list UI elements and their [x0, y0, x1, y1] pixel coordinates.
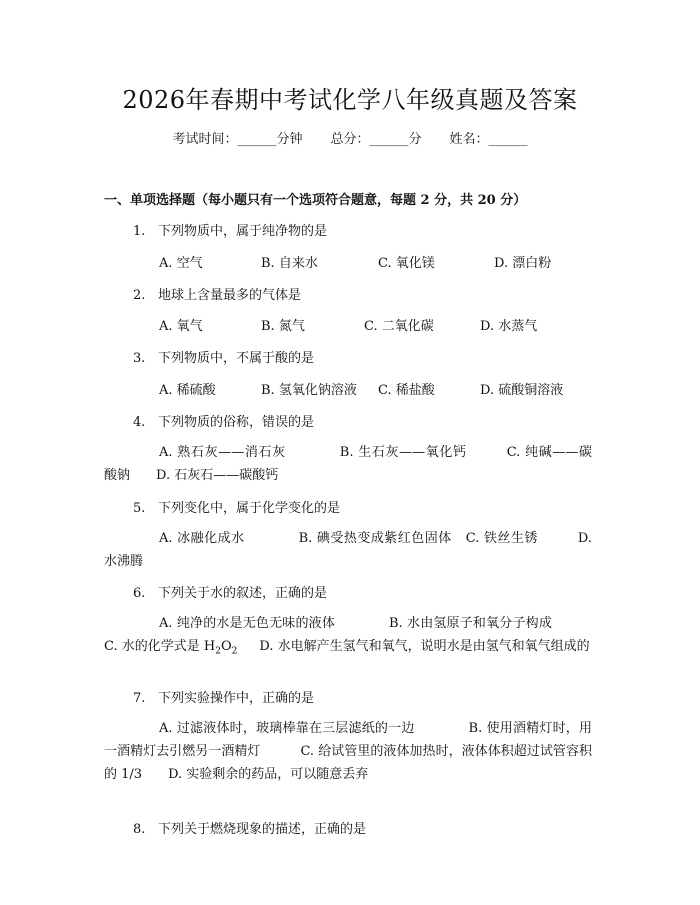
option-a: A. 空气 — [159, 256, 203, 271]
question-number: 1. — [133, 224, 146, 239]
score-label: 总分： — [330, 132, 370, 147]
section-heading: 一、单项选择题（每小题只有一个选项符合题意，每题 2 分，共 20 分） — [104, 193, 527, 208]
question-3 — [133, 350, 314, 368]
question-5-options — [104, 527, 592, 573]
question-number: 7. — [133, 691, 146, 706]
option-c: C. 给试管里的液体加热时，液体体积超过试管容积的 1/3 — [104, 744, 592, 782]
question-6-options — [104, 612, 592, 658]
option-a: A. 熟石灰——消石灰 — [159, 445, 286, 460]
option-c: C. 纯碱——碳酸钠 — [104, 445, 593, 483]
option-d: D. 水蒸气 — [480, 319, 538, 334]
time-label: 考试时间： — [172, 132, 238, 147]
option-d: D. 硫酸铜溶液 — [480, 383, 564, 398]
option-d: D. 水沸腾 — [104, 531, 593, 569]
time-blank: ______ — [237, 132, 277, 147]
option-d: D. 石灰石——碳酸钙 — [156, 468, 279, 483]
score-unit: 分 — [408, 132, 422, 147]
option-a: A. 稀硫酸 — [159, 383, 216, 398]
question-number: 3. — [133, 351, 146, 366]
question-stem: 下列关于水的叙述，正确的是 — [158, 586, 328, 601]
time-unit: 分钟 — [276, 132, 303, 147]
option-b: B. 碘受热变成紫红色固体 — [298, 531, 452, 546]
question-stem: 地球上含量最多的气体是 — [158, 288, 302, 303]
option-b: B. 生石灰——氧化钙 — [339, 445, 467, 460]
question-stem: 下列物质的俗称，错误的是 — [158, 415, 315, 430]
option-d: D. 漂白粉 — [494, 256, 552, 271]
option-c-oxygen: O — [220, 639, 232, 654]
question-6 — [133, 585, 327, 603]
option-a: A. 过滤液体时，玻璃棒靠在三层滤纸的一边 — [159, 721, 415, 736]
option-b: B. 氢氧化钠溶液 — [261, 383, 357, 398]
option-c: C. 稀盐酸 — [378, 383, 435, 398]
subscript: 2 — [231, 646, 238, 657]
option-b: B. 氮气 — [261, 319, 305, 334]
option-a: A. 氧气 — [159, 319, 203, 334]
option-d: D. 实验剩余的药品，可以随意丢弃 — [168, 767, 369, 782]
question-8 — [133, 821, 366, 839]
option-b: B. 水由氢原子和氧分子构成 — [389, 616, 553, 631]
name-blank: ______ — [488, 132, 528, 147]
question-stem: 下列实验操作中，正确的是 — [158, 691, 315, 706]
question-stem: 下列物质中，不属于酸的是 — [158, 351, 315, 366]
question-stem: 下列物质中，属于纯净物的是 — [158, 224, 328, 239]
question-number: 5. — [133, 501, 146, 516]
question-5 — [133, 500, 340, 518]
question-number: 6. — [133, 586, 146, 601]
option-c: C. 二氧化碳 — [364, 319, 434, 334]
question-2 — [133, 287, 301, 305]
question-number: 2. — [133, 288, 146, 303]
score-blank: ______ — [369, 132, 409, 147]
option-d: D. 水电解产生氢气和氧气，说明水是由氢气和氧气组成的 — [259, 639, 590, 654]
name-label: 姓名： — [449, 132, 489, 147]
question-stem: 下列变化中，属于化学变化的是 — [158, 501, 341, 516]
question-7 — [133, 690, 314, 708]
option-c — [104, 639, 238, 657]
question-4-options — [104, 441, 592, 487]
option-c: C. 氧化镁 — [378, 256, 435, 271]
option-c: C. 铁丝生锈 — [465, 531, 538, 546]
option-b: B. 自来水 — [261, 256, 318, 271]
question-4 — [133, 414, 314, 432]
page-title: 2026年春期中考试化学八年级真题及答案 — [122, 86, 578, 114]
question-number: 4. — [133, 415, 146, 430]
subscript: 2 — [215, 646, 221, 657]
option-c-text: C. 水的化学式是 H — [104, 639, 216, 654]
option-a: A. 纯净的水是无色无味的液体 — [159, 616, 336, 631]
option-a: A. 冰融化成水 — [159, 531, 245, 546]
question-7-options — [104, 717, 592, 786]
question-number: 8. — [133, 822, 146, 837]
question-1 — [133, 223, 327, 241]
option-b: B. 使用酒精灯时，用一酒精灯去引燃另一酒精灯 — [104, 721, 592, 759]
exam-info-line — [0, 131, 700, 149]
question-stem: 下列关于燃烧现象的描述，正确的是 — [158, 822, 367, 837]
